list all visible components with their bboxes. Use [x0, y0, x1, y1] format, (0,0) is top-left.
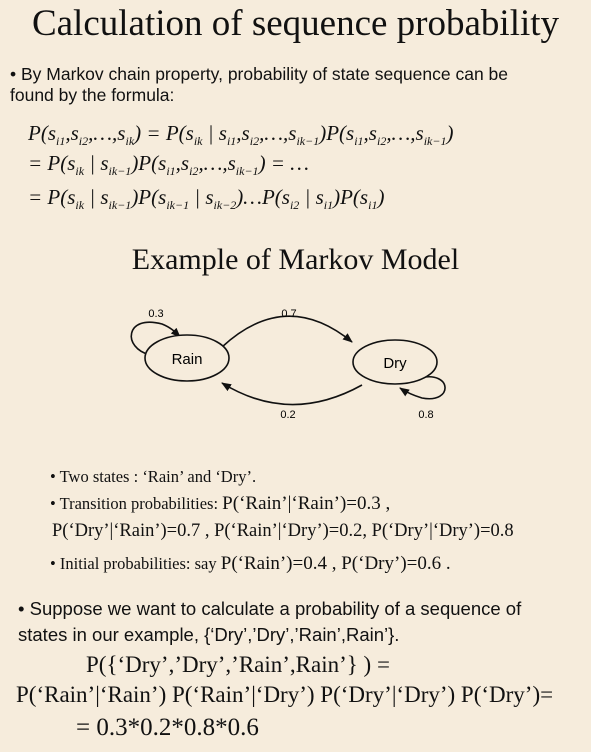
- formula-line-3: = $P(s_{ik}$ | $s_{ik-1})P(s_{ik-1}$ | $s_{ik-2})\dots P(s_{i2}$ | $s_{i1})P(s_{i1})$: [28, 185, 385, 213]
- arc-dry-to-rain: [222, 383, 362, 405]
- state-rain-label: Rain: [171, 351, 203, 368]
- label-rain-rain: 0.3: [148, 308, 164, 320]
- bullet-transition-rest: P(‘Rain’|‘Rain’)=0.3 ,: [222, 493, 391, 514]
- suppose-line-2: states in our example, {‘Dry’,’Dry’,’Rain’,Rain’}.: [18, 624, 400, 645]
- intro-line-1: • By Markov chain property, probability of state sequence can be: [10, 64, 509, 84]
- label-dry-rain: 0.2: [280, 409, 296, 421]
- suppose-line-1: • Suppose we want to calculate a probability of a sequence of: [18, 598, 522, 619]
- bullet-transition-continued: P(‘Dry’|‘Rain’)=0.7 , P(‘Rain’|‘Dry’)=0.2, P(‘Dry’|‘Dry’)=0.8: [52, 521, 514, 541]
- calc-line-1: P({‘Dry’,’Dry’,’Rain’,Rain’} ) =: [86, 652, 390, 677]
- page-title: Calculation of sequence probability: [31, 3, 560, 44]
- bullet-transition-prefix: • Transition probabilities:: [50, 494, 223, 513]
- formula-line-2: = $P(s_{ik}$ | $s_{ik-1})P(s_{i1},s_{i2},\dots,s_{ik-1})$ = …: [28, 151, 309, 179]
- bullet-transition-probs: [50, 493, 390, 514]
- arc-rain-to-dry: [222, 316, 352, 347]
- state-dry-label: Dry: [383, 355, 407, 372]
- label-dry-dry: 0.8: [418, 409, 434, 421]
- label-rain-dry: 0.7: [281, 308, 297, 320]
- calc-line-3: = 0.3*0.2*0.8*0.6: [76, 714, 259, 741]
- bullet-two-states: • Two states : ‘Rain’ and ‘Dry’.: [50, 467, 257, 486]
- bullet-initial-rest: P(‘Rain’)=0.4 , P(‘Dry’)=0.6 .: [220, 553, 451, 574]
- calc-line-2: P(‘Rain’|‘Rain’) P(‘Rain’|‘Dry’) P(‘Dry’|‘Dry’) P(‘Dry’)=: [16, 682, 554, 707]
- section-subtitle: Example of Markov Model: [131, 243, 460, 276]
- intro-line-2: found by the formula:: [10, 85, 175, 105]
- bullet-initial-prefix: • Initial probabilities: say: [50, 554, 221, 573]
- formula-line-1: $P(s_{i1},s_{i2},\dots,s_{ik}) = P(s_{ik}$ | $s_{i1},s_{i2},\dots,s_{ik-1})P(s_{i1},s_{i2},\dots,s_{ik-1})$: [28, 121, 454, 149]
- bullet-initial-probs: [50, 553, 451, 574]
- markov-diagram: [100, 300, 480, 430]
- intro-text: [10, 64, 508, 106]
